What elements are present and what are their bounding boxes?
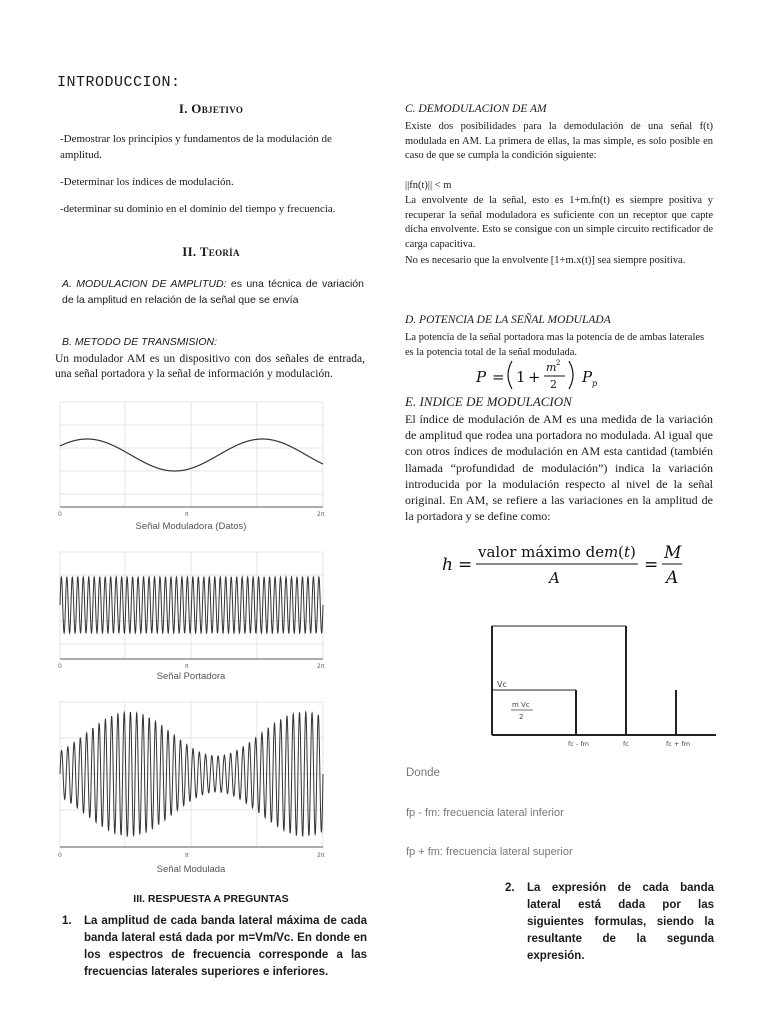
section-teoria-title: II. Teoría [182,244,240,259]
svg-text:m: m [604,543,619,561]
donde-label: Donde [406,767,440,779]
tick-label: 0 [58,663,62,669]
figure-grid [60,402,323,507]
caption-senal-moduladora: Señal Moduladora (Datos) [135,521,247,532]
svg-text:m: m [546,361,557,374]
subsection-d-title: D. POTENCIA DE LA SEÑAL MODULADA [405,314,611,326]
caption-senal-modulada: Señal Modulada [156,864,226,875]
paragraph-demodulacion-3: No es necesario que la envolvente [1+m.x(t)] sea siempre positiva. [405,255,686,266]
tick-label: 0 [58,852,62,859]
subsection-c-title: C. DEMODULACION DE AM [405,103,547,115]
svg-text:P: P [582,368,593,386]
spectrum-label-mvc-num: m Vc [512,701,530,709]
spectrum-label-vc: Vc [497,680,507,689]
answer-1 [62,913,367,981]
svg-text:P: P [476,368,487,386]
tick-label: π [185,663,189,669]
section-respuestas-title: III. RESPUESTA A PREGUNTAS [133,893,289,905]
svg-text:A: A [666,568,679,587]
subsection-b-title: B. METODO DE TRANSMISION: [62,336,217,348]
svg-text:(: ( [618,543,624,561]
svg-text:t: t [624,543,631,561]
subsection-a-label: A. MODULACION DE AMPLITUD: [62,278,227,290]
frecuencia-lateral-inferior: fp - fm: frecuencia lateral inferior [406,807,564,819]
objective-2: -Determinar los índices de modulación. [60,176,234,188]
svg-text:valor máximo de: valor máximo de [478,543,605,561]
figure-senal-modulada [55,697,327,862]
caption-senal-portadora: Señal Portadora [156,671,226,682]
equation-power [470,355,630,395]
paragraph-modulacion-amplitud [62,276,364,308]
figure-senal-portadora [55,547,327,669]
frecuencia-lateral-superior: fp + fm: frecuencia lateral superior [406,846,573,858]
svg-text:2: 2 [556,359,561,367]
svg-text:+: + [528,368,541,386]
svg-text:A: A [549,569,560,587]
spectrum-diagram [490,620,718,755]
subsection-a-text: es una técnica de variación de la amplitud en relación de la señal que se envía [62,278,364,306]
spectrum-label-carrier: fc [623,740,629,748]
condition-formula: ||fn(t)|| < m [405,180,452,191]
answer-2-number: 2. [505,882,515,894]
page-title: INTRODUCCION: [57,74,181,91]
section-objetivo-title: I. Objetivo [178,101,244,116]
figure-senal-moduladora [55,397,327,519]
svg-text:=: = [644,555,659,575]
tick-label: 2π [317,511,325,518]
tick-label: π [185,852,189,859]
svg-text:h: h [442,555,453,575]
paragraph-demodulacion-1: Existe dos posibilidades para la demodulación de una señal f(t) modulada en AM. La primera de ellas, la mas simple, es solo posible en caso de que se cumpla la condición siguiente: [405,121,713,161]
answer-2 [505,880,714,965]
subsection-e-title: E. INDICE DE MODULACION [405,394,572,409]
answer-2-text: La expresión de cada banda lateral está dada por las siguientes formulas, siendo la resultante de la segunda expresión. [527,882,714,962]
svg-text:2: 2 [550,378,557,391]
spectrum-label-upper: fc + fm [666,740,691,748]
tick-label: 2π [317,852,325,859]
svg-text:1: 1 [516,368,526,386]
spectrum-label-mvc-den: 2 [519,713,524,721]
answer-1-number: 1. [62,915,72,927]
objective-1: -Demostrar los principios y fundamentos de la modulación de amplitud. [60,133,332,161]
svg-text:=: = [492,368,505,386]
answer-1-text: La amplitud de cada banda lateral máxima de cada banda lateral está dada por m=Vm/Vc. En donde en los espectros de frecuencia corresponde a las frecuencias laterales superiores e inferiores. [84,915,367,978]
svg-text:=: = [458,555,473,575]
spectrum-label-lower: fc - fm [568,740,589,748]
tick-label: 0 [58,511,62,518]
paragraph-metodo-transmision: Un modulador AM es un dispositivo con dos señales de entrada, una señal portadora y la señal de información y modulación. [55,353,365,380]
objective-3: -determinar su dominio en el dominio del tiempo y frecuencia. [60,203,336,215]
svg-text:): ) [630,543,636,561]
paragraph-potencia: La potencia de la señal portadora mas la potencia de de ambas laterales es la potencia total de la señal modulada. [405,332,705,358]
equation-modulation-index [438,539,688,587]
svg-text:M: M [664,543,682,563]
svg-text:p: p [592,379,598,388]
paragraph-indice: El índice de modulación de AM es una medida de la variación de amplitud que rodea una portadora no modulada. Al igual que con otros índices de modulación en AM esta cantidad (también llamada “profundidad de modulación”) indica la variación introducida por la modulación respecto al nivel de la señal original. En AM, se refiere a las variaciones en la amplitud de la portadora y se define como: [405,412,713,524]
tick-label: 2π [317,663,325,669]
tick-label: π [185,511,189,518]
paragraph-demodulacion-2: La envolvente de la señal, esto es 1+m.fn(t) es siempre positiva y recuperar la señal moduladora es suficiente con un receptor que capte dicha envolvente. Esto se consigue con un simple circuito rectificador de carga capacitiva. [405,195,713,250]
